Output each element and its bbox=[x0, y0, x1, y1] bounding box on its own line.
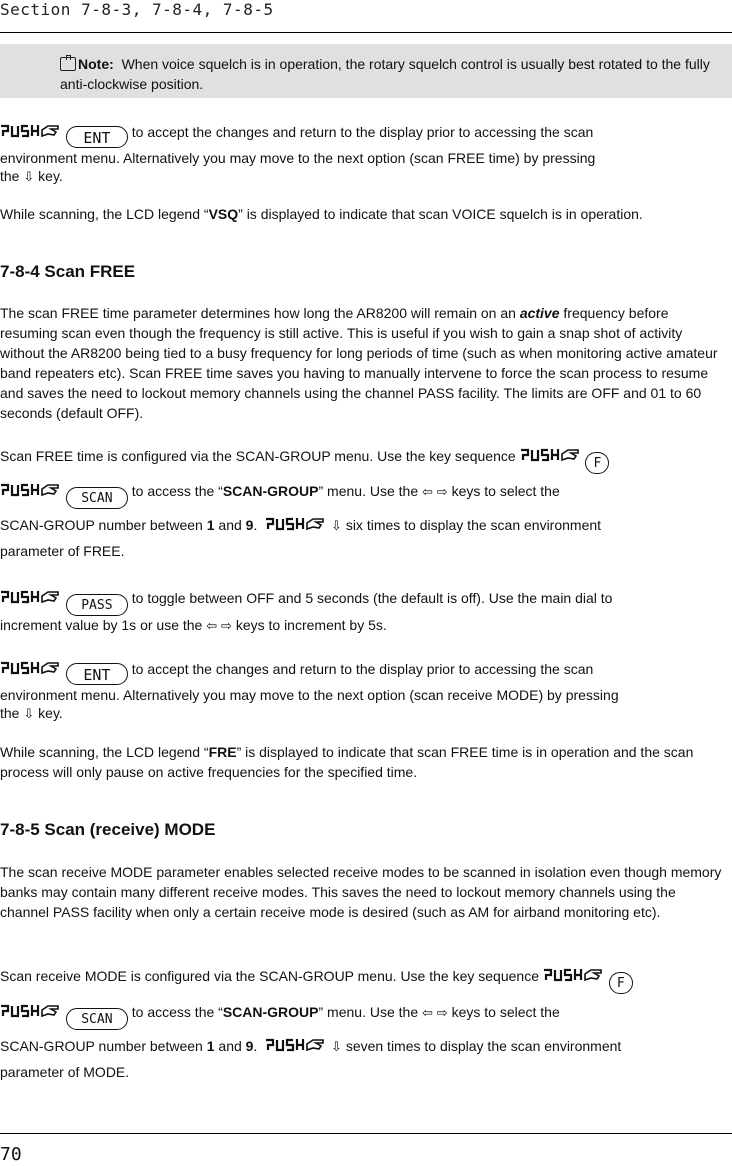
para-vsq: While scanning, the LCD legend “VSQ” is displayed to indicate that scan VOICE squelch is in operation. bbox=[0, 206, 643, 222]
push-icon bbox=[0, 1002, 62, 1020]
down-arrow-icon: ⇩ bbox=[331, 1040, 342, 1055]
left-arrow-icon: ⇦ bbox=[206, 619, 218, 634]
para1-line3: the ⇩ key. bbox=[0, 168, 63, 185]
para4-line3: SCAN-GROUP number between 1 and 9. ⇩ six times to display the scan environment bbox=[0, 517, 602, 534]
para1-line2: environment menu. Alternatively you may move to the next option (scan FREE time) by pressing bbox=[0, 150, 596, 166]
right-arrow-icon: ⇨ bbox=[436, 485, 448, 500]
right-arrow-icon: ⇨ bbox=[221, 619, 232, 634]
footer-rule bbox=[0, 1133, 732, 1134]
f-key-icon: F bbox=[609, 972, 633, 994]
para-scan-free-desc: The scan FREE time parameter determines how long the AR8200 will remain on an active frequency before resuming scan even though the frequency is still active. This is useful if you wish to gain a snap shot of activity without the AR8200 being tied to a busy frequency for long periods of time (such as when monitoring active amateur band repeaters etc). Scan FREE time saves you having to manually intervene to force the scan process to resume and saves the need to lockout memory channels using the channel PASS facility. The limits are OFF and 01 to 60 seconds (default OFF). bbox=[0, 305, 718, 421]
para5-line2: increment value by 1s or use the ⇦ ⇨ keys to increment by 5s. bbox=[0, 617, 387, 634]
push-icon bbox=[0, 481, 62, 499]
para6-line3: the ⇩ key. bbox=[0, 705, 63, 722]
para4-line2: SCAN to access the “SCAN-GROUP” menu. Use the ⇦ ⇨ keys to select the bbox=[0, 481, 728, 509]
para-fre: While scanning, the LCD legend “FRE” is displayed to indicate that scan FREE time is in operation and the scan process will only pause on active frequencies for the specified time. bbox=[0, 744, 694, 780]
push-icon bbox=[265, 1036, 327, 1054]
left-arrow-icon: ⇦ bbox=[422, 485, 433, 500]
para5-line1: PASS to toggle between OFF and 5 seconds (the default is off). Use the main dial to bbox=[0, 588, 728, 616]
down-arrow-icon: ⇩ bbox=[331, 519, 342, 534]
ent-key-icon: ENT bbox=[66, 663, 128, 685]
para-scan-mode-desc: The scan receive MODE parameter enables selected receive modes to be scanned in isolation even though memory banks may contain many different receive modes. This saves the need to lockout memory channels using the channel PASS facility when only a certain receive mode is desired (such as AM for airband monitoring etc). bbox=[0, 864, 722, 920]
right-arrow-icon: ⇨ bbox=[436, 1006, 448, 1021]
para6-line2: environment menu. Alternatively you may move to the next option (scan receive MODE) by pressing bbox=[0, 687, 619, 703]
vsq-legend: VSQ bbox=[208, 206, 239, 222]
down-arrow-icon: ⇩ bbox=[23, 170, 35, 185]
para9-line3: SCAN-GROUP number between 1 and 9. ⇩ seven times to display the scan environment bbox=[0, 1038, 622, 1055]
note-text: When voice squelch is in operation, the rotary squelch control is usually best rotated to the fully anti-clockwise position. bbox=[60, 56, 710, 92]
note-book-icon bbox=[60, 57, 76, 71]
para9-line2: SCAN to access the “SCAN-GROUP” menu. Use the ⇦ ⇨ keys to select the bbox=[0, 1002, 728, 1030]
section-title-scan-mode: 7-8-5 Scan (receive) MODE bbox=[0, 820, 216, 839]
note-label: Note: bbox=[78, 56, 114, 72]
push-icon bbox=[520, 446, 582, 464]
f-key-icon: F bbox=[585, 452, 609, 474]
left-arrow-icon: ⇦ bbox=[422, 1006, 433, 1021]
para6-line1: ENT to accept the changes and return to the display prior to accessing the scan bbox=[0, 659, 728, 685]
push-icon bbox=[0, 122, 62, 140]
fre-legend: FRE bbox=[208, 744, 237, 760]
para-enter-accept bbox=[0, 122, 728, 148]
page-number: 70 bbox=[0, 1144, 22, 1165]
push-icon bbox=[543, 966, 605, 984]
active-emphasis: active bbox=[519, 305, 560, 321]
para9-line4: parameter of MODE. bbox=[0, 1064, 130, 1080]
push-icon bbox=[0, 588, 62, 606]
push-icon bbox=[265, 515, 327, 533]
section-header: Section 7-8-3, 7-8-4, 7-8-5 bbox=[0, 0, 274, 19]
ent-key-icon: ENT bbox=[66, 126, 128, 148]
header-rule bbox=[0, 32, 732, 33]
para4-line4: parameter of FREE. bbox=[0, 543, 125, 559]
scan-key-icon: SCAN bbox=[66, 1008, 128, 1030]
section-title-scan-free: 7-8-4 Scan FREE bbox=[0, 262, 136, 281]
pass-key-icon: PASS bbox=[66, 594, 128, 616]
down-arrow-icon: ⇩ bbox=[23, 707, 35, 722]
para9-line1: Scan receive MODE is configured via the SCAN-GROUP menu. Use the key sequence F bbox=[0, 966, 728, 994]
push-icon bbox=[0, 659, 62, 677]
note-box bbox=[0, 44, 732, 98]
scan-key-icon: SCAN bbox=[66, 487, 128, 509]
para1-line1: to accept the changes and return to the display prior to accessing the scan bbox=[131, 124, 594, 140]
para4-line1: Scan FREE time is configured via the SCAN-GROUP menu. Use the key sequence F bbox=[0, 446, 728, 474]
